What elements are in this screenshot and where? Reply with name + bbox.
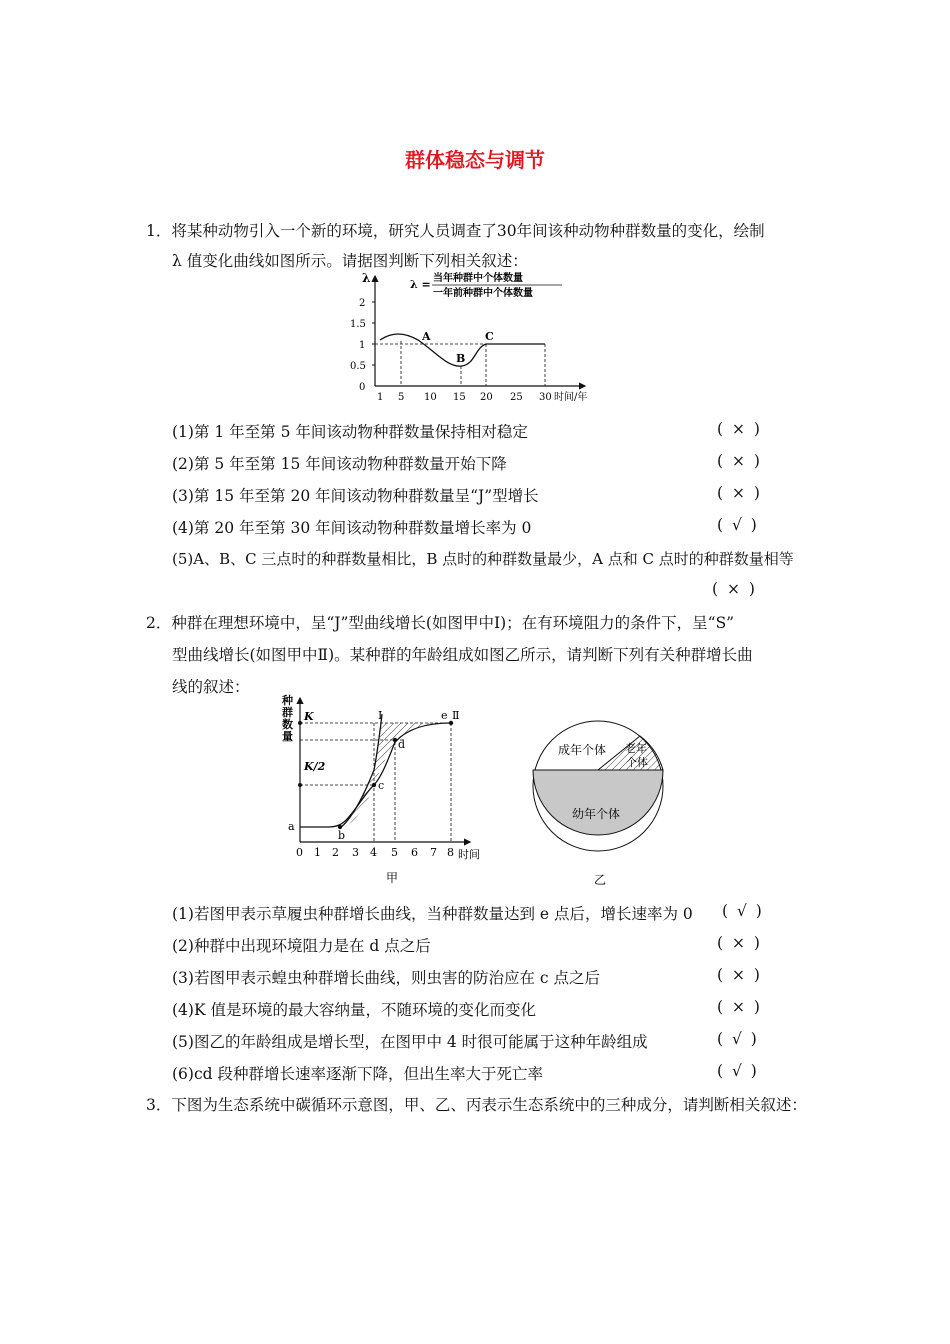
q2-k-label: K <box>304 710 314 723</box>
q2-fig-yi-age-structure <box>528 698 673 888</box>
q1-xtick: 10 <box>424 392 437 403</box>
q1-lambda-chart <box>340 268 610 410</box>
q2-xtick: 1 <box>314 846 321 859</box>
q2-stem-line1: 2．种群在理想环境中，呈“J”型曲线增长(如图甲中Ⅰ)；在有环境阻力的条件下，呈“S” <box>146 614 735 632</box>
q1-ytick: 1 <box>359 340 366 351</box>
q1-x-label: 时间/年 <box>554 392 588 403</box>
q2-item-1: (1)若图甲表示草履虫种群增长曲线，当种群数量达到 e 点后，增长速率为 0 <box>172 905 693 923</box>
q2-answer-1: ( √ ) <box>722 902 764 920</box>
q2-item-6: (6)cd 段种群增长速率逐渐下降，但出生率大于死亡率 <box>172 1065 543 1083</box>
q1-point-c: C <box>485 330 494 343</box>
q1-item-3: (3)第 15 年至第 20 年间该动物种群数量呈“J”型增长 <box>172 487 539 505</box>
q2-xtick: 0 <box>296 846 303 859</box>
q2-stem-line2: 型曲线增长(如图甲中Ⅱ)。某种群的年龄组成如图乙所示，请判断下列有关种群增长曲 <box>172 646 753 664</box>
q2-xtick: 4 <box>370 846 377 859</box>
q2-fig-jia-caption: 甲 <box>386 871 399 885</box>
q2-point-e: e <box>441 709 448 722</box>
q2-point-b: b <box>338 829 346 842</box>
q2-xtick: 3 <box>352 846 359 859</box>
q2-y-label: 群 <box>282 706 293 719</box>
q2-item-2: (2)种群中出现环境阻力是在 d 点之后 <box>172 937 431 955</box>
q1-answer-2: ( × ) <box>717 452 762 470</box>
q2-point-c: c <box>378 779 385 792</box>
q1-point-b: B <box>456 352 466 365</box>
q1-xtick: 20 <box>480 392 493 403</box>
q1-stem-line2: λ 值变化曲线如图所示。请据图判断下列相关叙述： <box>172 252 528 270</box>
q1-ytick: 0 <box>359 382 366 393</box>
q2-young-label: 幼年个体 <box>572 807 621 821</box>
q1-item-5: (5)A、B、C 三点时的种群数量相比，B 点时的种群数量最少，A 点和 C 点时的种群数量相等 <box>172 550 794 568</box>
q1-formula-numerator: 当年种群中个体数量 <box>433 273 523 284</box>
q2-point-d: d <box>398 738 406 751</box>
q1-y-label: λ <box>362 271 371 285</box>
q2-item-5: (5)图乙的年龄组成是增长型，在图甲中 4 时很可能属于这种年龄组成 <box>172 1033 648 1051</box>
q1-point-a: A <box>422 330 431 343</box>
q1-xtick: 5 <box>398 392 405 403</box>
q2-k2-label: K/2 <box>304 760 326 773</box>
q2-fig-yi-caption: 乙 <box>594 873 607 887</box>
q1-ytick: 0.5 <box>350 361 366 372</box>
q1-xtick: 25 <box>510 392 523 403</box>
q2-item-3: (3)若图甲表示蝗虫种群增长曲线，则虫害的防治应在 c 点之后 <box>172 969 600 987</box>
q1-stem-line1: 1．将某种动物引入一个新的环境，研究人员调查了30年间该种动物种群数量的变化，绘制 <box>146 222 765 240</box>
q2-xtick: 2 <box>332 846 339 859</box>
q1-item-4: (4)第 20 年至第 30 年间该动物种群数量增长率为 0 <box>172 519 532 537</box>
q1-answer-4: ( √ ) <box>717 516 759 534</box>
q1-answer-5: ( × ) <box>712 580 757 598</box>
q2-curve-1-label: Ⅰ <box>378 709 383 722</box>
q2-old-label-1: 老年 <box>625 742 647 755</box>
q1-ytick: 1.5 <box>350 319 366 330</box>
q2-answer-5: ( √ ) <box>717 1030 759 1048</box>
q1-answer-3: ( × ) <box>717 484 762 502</box>
q2-x-label: 时间 <box>458 848 480 861</box>
q1-xtick: 30 <box>539 392 552 403</box>
q1-xtick: 15 <box>453 392 466 403</box>
q2-xtick: 8 <box>447 846 454 859</box>
q1-item-2: (2)第 5 年至第 15 年间该动物种群数量开始下降 <box>172 455 507 473</box>
q2-y-label: 种 <box>282 694 293 707</box>
q3-stem-line1: 3．下图为生态系统中碳循环示意图，甲、乙、丙表示生态系统中的三种成分，请判断相关叙述： <box>146 1096 807 1114</box>
page-title: 群体稳态与调节 <box>405 148 545 172</box>
q2-curve-2-label: Ⅱ <box>452 709 460 722</box>
q2-stem-line3: 线的叙述： <box>172 678 250 696</box>
q2-adult-label: 成年个体 <box>558 743 607 757</box>
q1-formula-lhs: λ = <box>410 278 431 291</box>
q2-item-4: (4)K 值是环境的最大容纳量，不随环境的变化而变化 <box>172 1001 536 1019</box>
q1-xtick: 1 <box>377 392 384 403</box>
q2-fig-jia-growth-curves <box>278 690 503 890</box>
q2-xtick: 7 <box>430 846 437 859</box>
q2-y-label: 数 <box>282 718 293 731</box>
q1-formula-denominator: 一年前种群中个体数量 <box>433 288 533 299</box>
q1-ytick: 2 <box>359 298 366 309</box>
q2-y-label: 量 <box>282 730 293 743</box>
q2-xtick: 6 <box>411 846 418 859</box>
q2-xtick: 5 <box>391 846 398 859</box>
q2-answer-3: ( × ) <box>717 966 762 984</box>
q2-point-a: a <box>288 820 295 833</box>
q1-answer-1: ( × ) <box>717 420 762 438</box>
q2-answer-6: ( √ ) <box>717 1062 759 1080</box>
q1-item-1: (1)第 1 年至第 5 年间该动物种群数量保持相对稳定 <box>172 423 528 441</box>
q2-answer-2: ( × ) <box>717 934 762 952</box>
q2-answer-4: ( × ) <box>717 998 762 1016</box>
q2-old-label-2: 个体 <box>626 756 648 769</box>
